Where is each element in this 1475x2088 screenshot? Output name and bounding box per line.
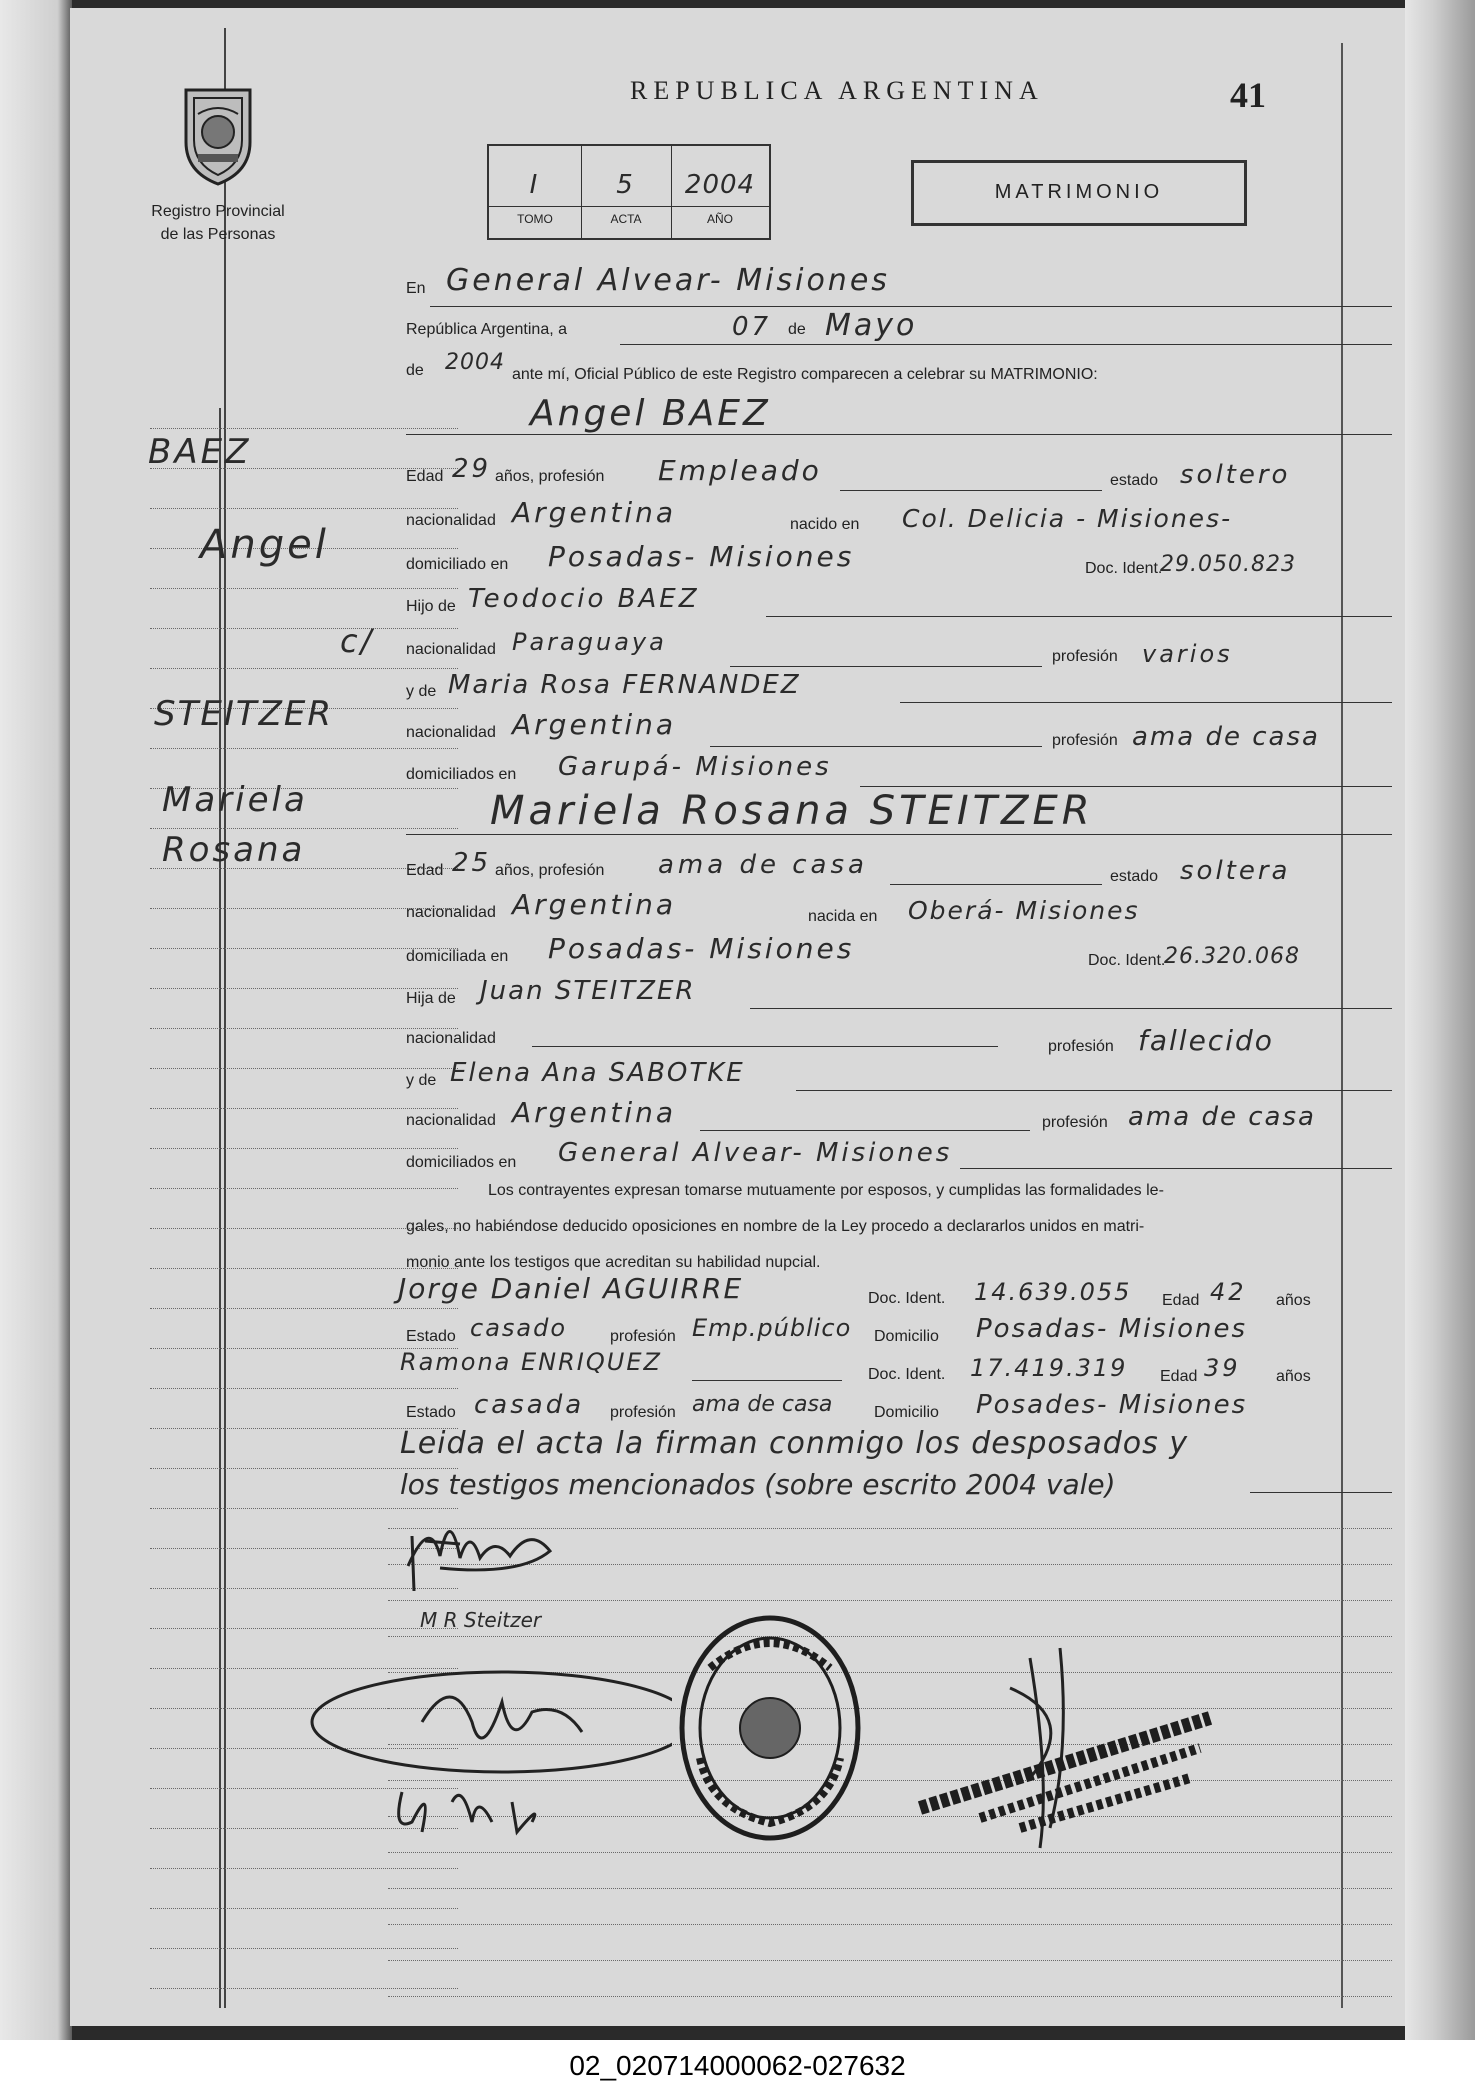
left-page-edge (0, 0, 72, 2040)
margin-rule (150, 1028, 458, 1029)
margin-rule (150, 668, 458, 669)
bride-nacida-label: nacida en (808, 908, 878, 925)
bride-estado-label: estado (1110, 868, 1159, 885)
bride-father-nat-label: nacionalidad (406, 1030, 496, 1047)
margin-rule (150, 988, 458, 989)
bride-birthplace: Oberá- Misiones (908, 896, 1140, 925)
groom-name: Angel BAEZ (530, 393, 771, 434)
groom-estado-label: estado (1110, 472, 1159, 489)
groom-mother-prof-label: profesión (1052, 732, 1118, 749)
witness2-profesion-label: profesión (610, 1404, 676, 1421)
year-value: 2004 (445, 350, 505, 375)
groom-domicile: Posadas- Misiones (548, 540, 855, 573)
witness1-edad-label: Edad (1162, 1292, 1200, 1309)
registry-name-line1: Registro Provincial (151, 203, 285, 220)
bride-profession: ama de casa (658, 850, 868, 880)
witness1-anos-label: años (1276, 1292, 1311, 1309)
witness1-estado-label: Estado (406, 1328, 456, 1345)
bride-father-profession: fallecido (1138, 1024, 1274, 1057)
tomo-acta-box (487, 144, 771, 240)
image-caption: 02_020714000062-027632 (569, 2050, 906, 2081)
witness2-profession: ama de casa (692, 1392, 833, 1417)
margin-rule (150, 1188, 458, 1189)
certificate-page (70, 8, 1410, 2026)
acta-label: ACTA (610, 212, 642, 226)
month-value: Mayo (825, 308, 918, 343)
margin-rule (150, 1148, 458, 1149)
bride-doc-label: Doc. Ident. (1088, 952, 1166, 969)
body-rule (388, 1888, 1392, 1889)
anio-value: 2004 (684, 170, 756, 200)
hija-label: Hija de (406, 990, 456, 1007)
acta-value: 5 (616, 170, 636, 200)
de2-label: de (406, 362, 424, 379)
margin-rule (150, 628, 458, 629)
witness-signatures (302, 1662, 672, 1842)
groom-mother-profession: ama de casa (1132, 722, 1320, 752)
bride-civil-status: soltera (1180, 856, 1291, 886)
margin-rule (150, 828, 458, 829)
bride-parents-dom-label: domiciliados en (406, 1154, 517, 1171)
margin-rule (150, 1948, 458, 1949)
margin-rule (150, 1108, 458, 1109)
margin-note-conjunction: c/ (340, 622, 375, 660)
en-label: En (406, 280, 426, 297)
witness1-age: 42 (1210, 1278, 1247, 1306)
margin-rule (150, 748, 458, 749)
margin-rule (150, 588, 458, 589)
bride-signature: M R Steitzer (420, 1608, 542, 1632)
bride-doc: 26.320.068 (1164, 944, 1300, 969)
round-seal (670, 1608, 870, 1858)
margin-rule (150, 1868, 458, 1869)
groom-profesion-label: años, profesión (495, 468, 605, 485)
bride-edad-label: Edad (406, 862, 444, 879)
anio-label: AÑO (706, 212, 733, 226)
bride-mother-profession: ama de casa (1128, 1102, 1316, 1132)
day-value: 07 (732, 312, 772, 342)
place-value: General Alvear- Misiones (446, 263, 890, 298)
groom-birthplace: Col. Delicia - Misiones- (902, 504, 1233, 533)
groom-mother: Maria Rosa FERNANDEZ (448, 670, 801, 700)
act-type-box (911, 160, 1247, 226)
groom-father-profession: varios (1142, 640, 1233, 668)
margin-rule (150, 508, 458, 509)
groom-edad-label: Edad (406, 468, 444, 485)
groom-signature (400, 1496, 570, 1606)
bride-nationality: Argentina (512, 888, 677, 921)
body-rule (388, 1996, 1392, 1997)
bride-domicile-label: domiciliada en (406, 948, 509, 965)
groom-nationality-label: nacionalidad (406, 512, 496, 529)
registry-crest-icon (168, 80, 268, 190)
bride-father: Juan STEITZER (480, 976, 696, 1006)
groom-doc-label: Doc. Ident. (1085, 560, 1163, 577)
de-label: de (788, 321, 806, 338)
bride-mother-nat-label: nacionalidad (406, 1112, 496, 1129)
bride-mother-prof-label: profesión (1042, 1114, 1108, 1131)
margin-rule (150, 1908, 458, 1909)
bride-name: Mariela Rosana STEITZER (490, 788, 1094, 834)
margin-note-bride-surname: STEITZER (154, 694, 334, 734)
groom-father-nat-label: nacionalidad (406, 641, 496, 658)
groom-age: 29 (452, 454, 492, 484)
page-number: 41 (1230, 75, 1266, 115)
margin-note-bride-name1: Mariela (162, 780, 308, 820)
witness1-name: Jorge Daniel AGUIRRE (398, 1272, 744, 1305)
bride-nationality-label: nacionalidad (406, 904, 496, 921)
bride-father-prof-label: profesión (1048, 1038, 1114, 1055)
witness1-profesion-label: profesión (610, 1328, 676, 1345)
witness2-name: Ramona ENRIQUEZ (400, 1348, 662, 1376)
groom-nacido-label: nacido en (790, 516, 860, 533)
hijo-label: Hijo de (406, 598, 456, 615)
groom-father-nationality: Paraguaya (512, 628, 667, 656)
witness2-doc-label: Doc. Ident. (868, 1366, 946, 1383)
witness2-domicile: Posades- Misiones (976, 1390, 1248, 1420)
bride-parents-domicile: General Alvear- Misiones (558, 1138, 953, 1168)
margin-rule (150, 1308, 458, 1309)
official-signature-stamp (880, 1628, 1240, 1858)
country-title: REPUBLICA ARGENTINA (630, 76, 1044, 105)
witness2-age: 39 (1204, 1354, 1241, 1382)
registry-name-line2: de las Personas (160, 226, 276, 243)
witness1-domicilio-label: Domicilio (874, 1328, 939, 1345)
groom-mother-nationality: Argentina (512, 708, 677, 741)
witness2-anos-label: años (1276, 1368, 1311, 1385)
witness2-doc: 17.419.319 (970, 1354, 1128, 1382)
ante-text: ante mí, Oficial Público de este Registro comparecen a celebrar su MATRIMONIO: (512, 366, 1098, 383)
margin-rule (150, 1988, 458, 1989)
body-rule (388, 1924, 1392, 1925)
body-text-line3: monio ante los testigos que acreditan su habilidad nupcial. (406, 1254, 821, 1271)
groom-yde-label: y de (406, 683, 437, 700)
margin-note-bride-name2: Rosana (162, 830, 306, 870)
groom-profession: Empleado (658, 454, 822, 487)
groom-mother-nat-label: nacionalidad (406, 724, 496, 741)
witness1-doc-label: Doc. Ident. (868, 1290, 946, 1307)
bride-profesion-label: años, profesión (495, 862, 605, 879)
witness2-civil-status: casada (474, 1390, 585, 1420)
groom-father: Teodocio BAEZ (468, 584, 700, 614)
body-rule (388, 1960, 1392, 1961)
bride-age: 25 (452, 848, 492, 878)
bride-yde-label: y de (406, 1072, 437, 1089)
groom-domicile-label: domiciliado en (406, 556, 509, 573)
bride-domicile: Posadas- Misiones (548, 932, 855, 965)
groom-nationality: Argentina (512, 496, 677, 529)
margin-rule (150, 1068, 458, 1069)
groom-parents-domicile: Garupá- Misiones (558, 752, 832, 782)
witness2-edad-label: Edad (1160, 1368, 1198, 1385)
witness1-doc: 14.639.055 (974, 1278, 1132, 1306)
right-page-edge (1405, 0, 1475, 2040)
witness1-domicile: Posadas- Misiones (976, 1314, 1248, 1344)
margin-note-surname: BAEZ (148, 432, 252, 472)
groom-civil-status: soltero (1180, 460, 1291, 490)
closing-line1: Leida el acta la firman conmigo los desposados y (400, 1426, 1189, 1461)
body-text-line1: Los contrayentes expresan tomarse mutuamente por esposos, y cumplidas las formalidades le- (488, 1182, 1164, 1199)
republic-label: República Argentina, a (406, 321, 567, 338)
margin-rule (150, 428, 458, 429)
margin-rule (150, 1628, 458, 1629)
witness2-estado-label: Estado (406, 1404, 456, 1421)
witness1-profession: Emp.público (692, 1314, 852, 1342)
bride-mother: Elena Ana SABOTKE (450, 1058, 745, 1088)
witness1-civil-status: casado (470, 1314, 568, 1342)
bride-mother-nationality: Argentina (512, 1096, 677, 1129)
groom-parents-dom-label: domiciliados en (406, 766, 517, 783)
margin-note-firstname: Angel (200, 522, 329, 568)
closing-line2: los testigos mencionados (sobre escrito 2004 vale) (400, 1468, 1116, 1501)
groom-doc: 29.050.823 (1160, 552, 1296, 577)
groom-father-prof-label: profesión (1052, 648, 1118, 665)
caption-bar (0, 2040, 1475, 2088)
act-type: MATRIMONIO (994, 181, 1164, 203)
margin-rule (150, 1388, 458, 1389)
body-text-line2: gales, no habiéndose deducido oposiciones en nombre de la Ley procedo a declararlos unidos en matri- (406, 1218, 1145, 1235)
tomo-value: I (529, 170, 541, 200)
tomo-label: TOMO (517, 212, 553, 226)
witness2-domicilio-label: Domicilio (874, 1404, 939, 1421)
